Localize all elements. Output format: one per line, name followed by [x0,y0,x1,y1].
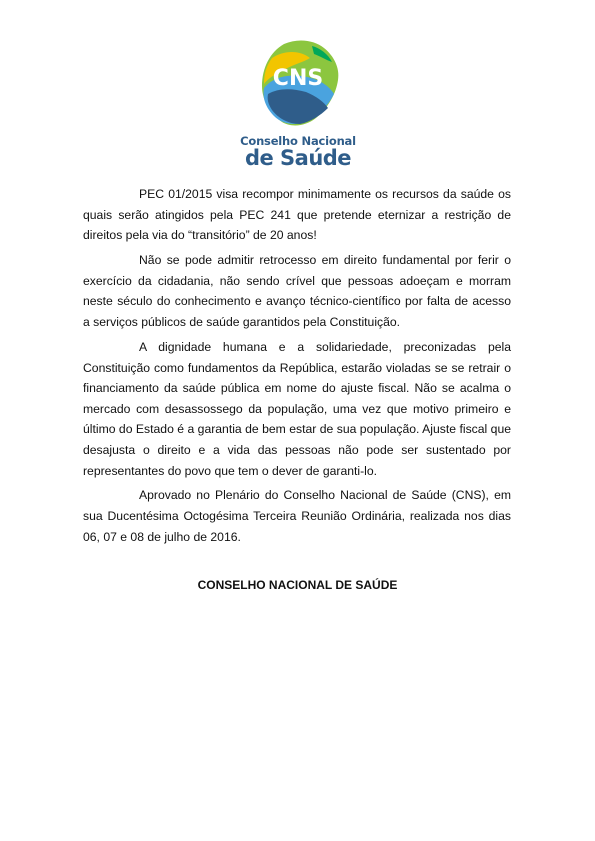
cns-logo [238,38,358,170]
signature: CONSELHO NACIONAL DE SAÚDE [197,578,398,592]
brazil-map-icon [254,38,342,130]
paragraph-3: A dignidade humana e a solidariedade, preconizadas pela Constituição como fundamentos da República, estarão violadas se se retrair o financiamento da saúde pública em nome do ajuste fiscal. Não se acalma o mercado com desassossego da população, uma vez que motivo primeiro e último do Estado é a garantia de bem estar de sua população. Ajuste fiscal que desajusta o direito e a vida das pessoas não pode ser sustentado por representantes do povo que tem o dever de garanti-lo. [83,339,511,478]
paragraph-4: Aprovado no Plenário do Conselho Nacional de Saúde (CNS), em sua Ducentésima Octogésima Terceira Reunião Ordinária, realizada nos dias 06, 07 e 08 de julho de 2016. [83,488,511,544]
logo-acronym: CNS [272,66,324,91]
paragraph-2: Não se pode admitir retrocesso em direito fundamental por ferir o exercício da cidadania, não sendo crível que pessoas adoeçam e morram neste século do conhecimento e avanço técnico-científico por falta de acesso a serviços públicos de saúde garantidos pela Constituição. [83,253,511,329]
paragraph-1: PEC 01/2015 visa recompor minimamente os recursos da saúde os quais serão atingidos pela PEC 241 que pretende eternizar a restrição de direitos pela via do “transitório” de 20 anos! [83,187,511,243]
logo-line-1: Conselho Nacional [240,134,356,148]
document-body [83,184,511,552]
logo-line-2: de Saúde [244,146,352,170]
